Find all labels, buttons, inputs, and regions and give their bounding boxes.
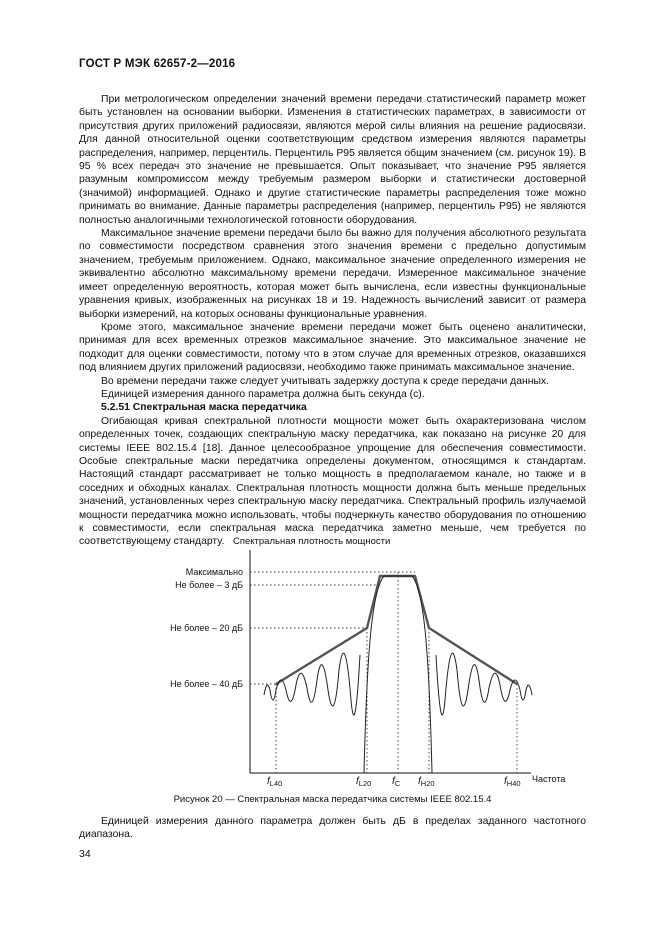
tick-label-fh20: $f_{H20}$	[418, 776, 435, 788]
paragraph: Во времени передачи также следует учитывать задержку доступа к среде передачи данных.	[101, 375, 550, 387]
spectral-mask-diagram	[79, 530, 586, 792]
tick-label-fl20: $f_{L20}$	[356, 776, 372, 788]
spectral-mask-envelope	[276, 576, 517, 684]
tick-label-fh40: $f_{H40}$	[504, 776, 521, 788]
section-heading: 5.2.51 Спектральная маска передатчика	[101, 402, 307, 414]
level-label-40db: Не более – 40 дБ	[170, 679, 243, 689]
closing-text	[79, 815, 586, 842]
paragraph: Единицей измерения данного параметра должна быть секунда (с).	[101, 388, 425, 400]
level-label-20db: Не более – 20 дБ	[170, 623, 243, 633]
page-number: 34	[79, 848, 91, 860]
figure-caption: Рисунок 20 — Спектральная маска передатчика системы IEEE 802.15.4	[173, 794, 492, 805]
document-header: ГОСТ Р МЭК 62657-2—2016	[79, 58, 236, 70]
paragraph: При метрологическом определении значений времени передачи статистический параметр может быть установлен на основании выборки. Изменения в статистических параметрах, в зависимости от присутствия других приложений радиосвязи, являются мерой силы влияния на решение радиосвязи. Для данной относительной оценки соответствующим средством измерения являются параметры распределения, например, перцентиль. Перцентиль P95 является общим значением (см. рисунок 19). В 95 % всех передач это значение не превышается. Опыт показывает, что значение P95 является разумным компромиссом между требуемым размером выборки и статистически достоверной (значимой) информацией. Однако и другие статистические параметры распределения тоже можно принимать во внимание. Данные параметры распределения (например, перцентиль P95) не являются полностью аналогичными технологической готовности оборудования.	[79, 94, 586, 226]
tick-label-fc: $f_C$	[392, 776, 401, 788]
main-lobe-curve	[364, 576, 432, 773]
paragraph: Единицей измерения данного параметра должен быть дБ в пределах заданного частотного диапазона.	[79, 816, 586, 841]
level-label-3db: Не более – 3 дБ	[175, 580, 243, 590]
paragraph: Максимальное значение времени передачи было бы важно для получения абсолютного результата по совместимости посредством сравнения этого значения времени с предельно допустимым значением, требуемым приложением. Однако, максимальное значение определенного измерения не эквивалентно абсолютно максимальному времени передачи. Измеренное максимальное значение имеет определенную вероятность, которая может быть вычислена, если известны функциональные уравнения кривых, изображенных на рисунках 18 и 19. Надежность вычислений зависит от размера выборки измерений, на которых основаны функциональные уравнения.	[79, 228, 586, 320]
x-axis-title: Частота	[532, 774, 566, 784]
tick-label-fl40: $f_{L40}$	[267, 776, 283, 788]
paragraph: Огибающая кривая спектральной плотности мощности может быть охарактеризована числом определенных точек, создающих спектральную маску передатчика, как показано на рисунке 20 для системы IEEE 802.15.4 [18]. Данное целесообразное упрощение для обеспечения совместимости. Особые спектральные маски передатчика определены документом, относящимся к стандартам. Настоящий стандарт рассматривает не только мощность в предполагаемом канале, но также и в соседних и обходных каналах. Спектральная плотность мощности должна быть меньше предельных значений, установленных через спектральную маску передатчика. Спектральный профиль излучаемой мощности передатчика можно использовать, чтобы подчеркнуть качество оборудования по отношению к совместимости, если спектральная маска передатчика заметно меньше, чем требуется по соответствующему стандарту.	[79, 415, 586, 548]
paragraph: Кроме этого, максимальное значение времени передачи может быть оценено аналитически, принимая для всех временных отрезков максимальное значение. Это максимальное значение не подходит для оценки совместимости, потому что в этом случае для временных отрезков, оказавшихся под влиянием других приложений радиосвязи, необходимо также принимать максимальное значение.	[79, 321, 586, 374]
y-axis-title: Спектральная плотность мощности	[233, 536, 391, 547]
level-label-max: Максимально	[185, 567, 243, 577]
body-text	[79, 93, 586, 549]
spectral-mask-figure	[79, 530, 586, 810]
